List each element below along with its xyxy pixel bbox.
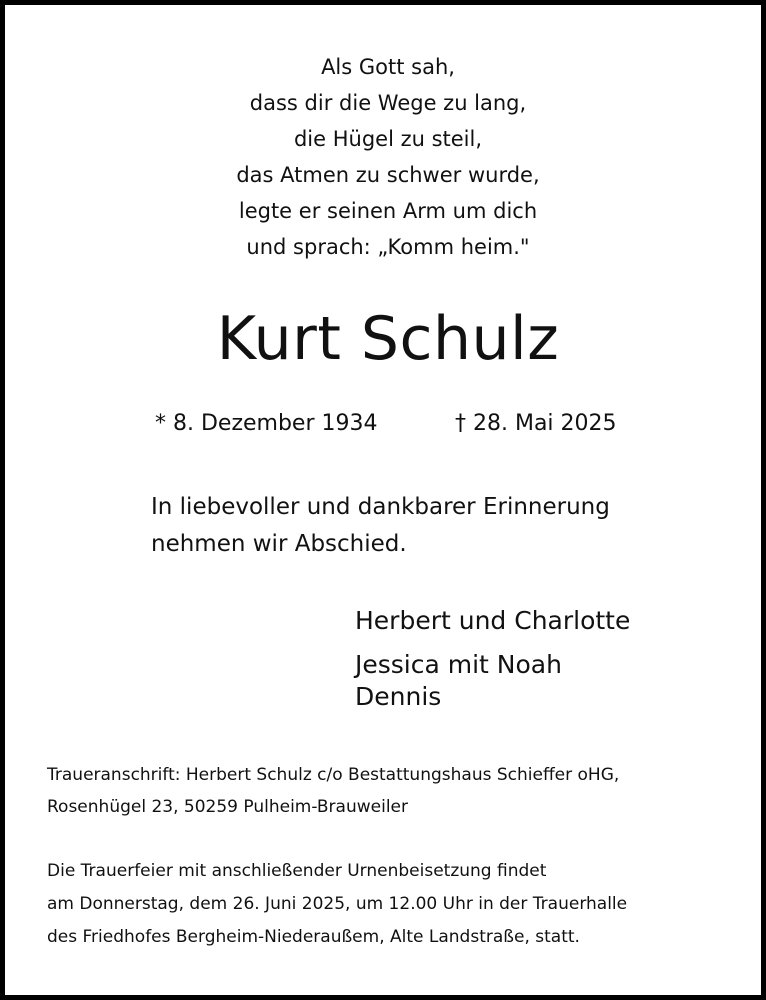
verse-line: Als Gott sah,: [321, 55, 455, 79]
verse-line: und sprach: „Komm heim.": [246, 235, 530, 259]
mourners-list: [355, 605, 630, 713]
deceased-name: Kurt Schulz: [216, 304, 560, 374]
mourner-name: Jessica mit Noah: [355, 650, 562, 679]
verse-line: dass dir die Wege zu lang,: [249, 91, 527, 115]
death-date: † 28. Mai 2025: [455, 411, 617, 436]
address-line: Rosenhügel 23, 50259 Pulheim-Brauweiler: [47, 797, 408, 817]
mourner-name: Dennis: [355, 682, 442, 711]
verse-line: legte er seinen Arm um dich: [238, 199, 538, 223]
verse-line: das Atmen zu schwer wurde,: [236, 163, 540, 187]
mourning-address: [47, 759, 619, 823]
mourner-name: Herbert und Charlotte: [355, 606, 631, 635]
memorial-verse: [5, 49, 766, 265]
address-line: Traueranschrift: Herbert Schulz c/o Bestattungshaus Schieffer oHG,: [47, 765, 620, 785]
verse-line: die Hügel zu steil,: [293, 127, 483, 151]
farewell-line: In liebevoller und dankbarer Erinnerung: [151, 494, 610, 520]
birth-date: * 8. Dezember 1934: [155, 411, 378, 436]
ceremony-line: des Friedhofes Bergheim-Niederaußem, Alte Landstraße, statt.: [47, 927, 580, 947]
farewell-statement: [151, 489, 610, 563]
ceremony-line: am Donnerstag, dem 26. Juni 2025, um 12.00 Uhr in der Trauerhalle: [47, 894, 628, 914]
funeral-ceremony-info: [47, 855, 627, 954]
farewell-line: nehmen wir Abschied.: [151, 531, 407, 557]
ceremony-line: Die Trauerfeier mit anschließender Urnenbeisetzung findet: [47, 861, 547, 881]
